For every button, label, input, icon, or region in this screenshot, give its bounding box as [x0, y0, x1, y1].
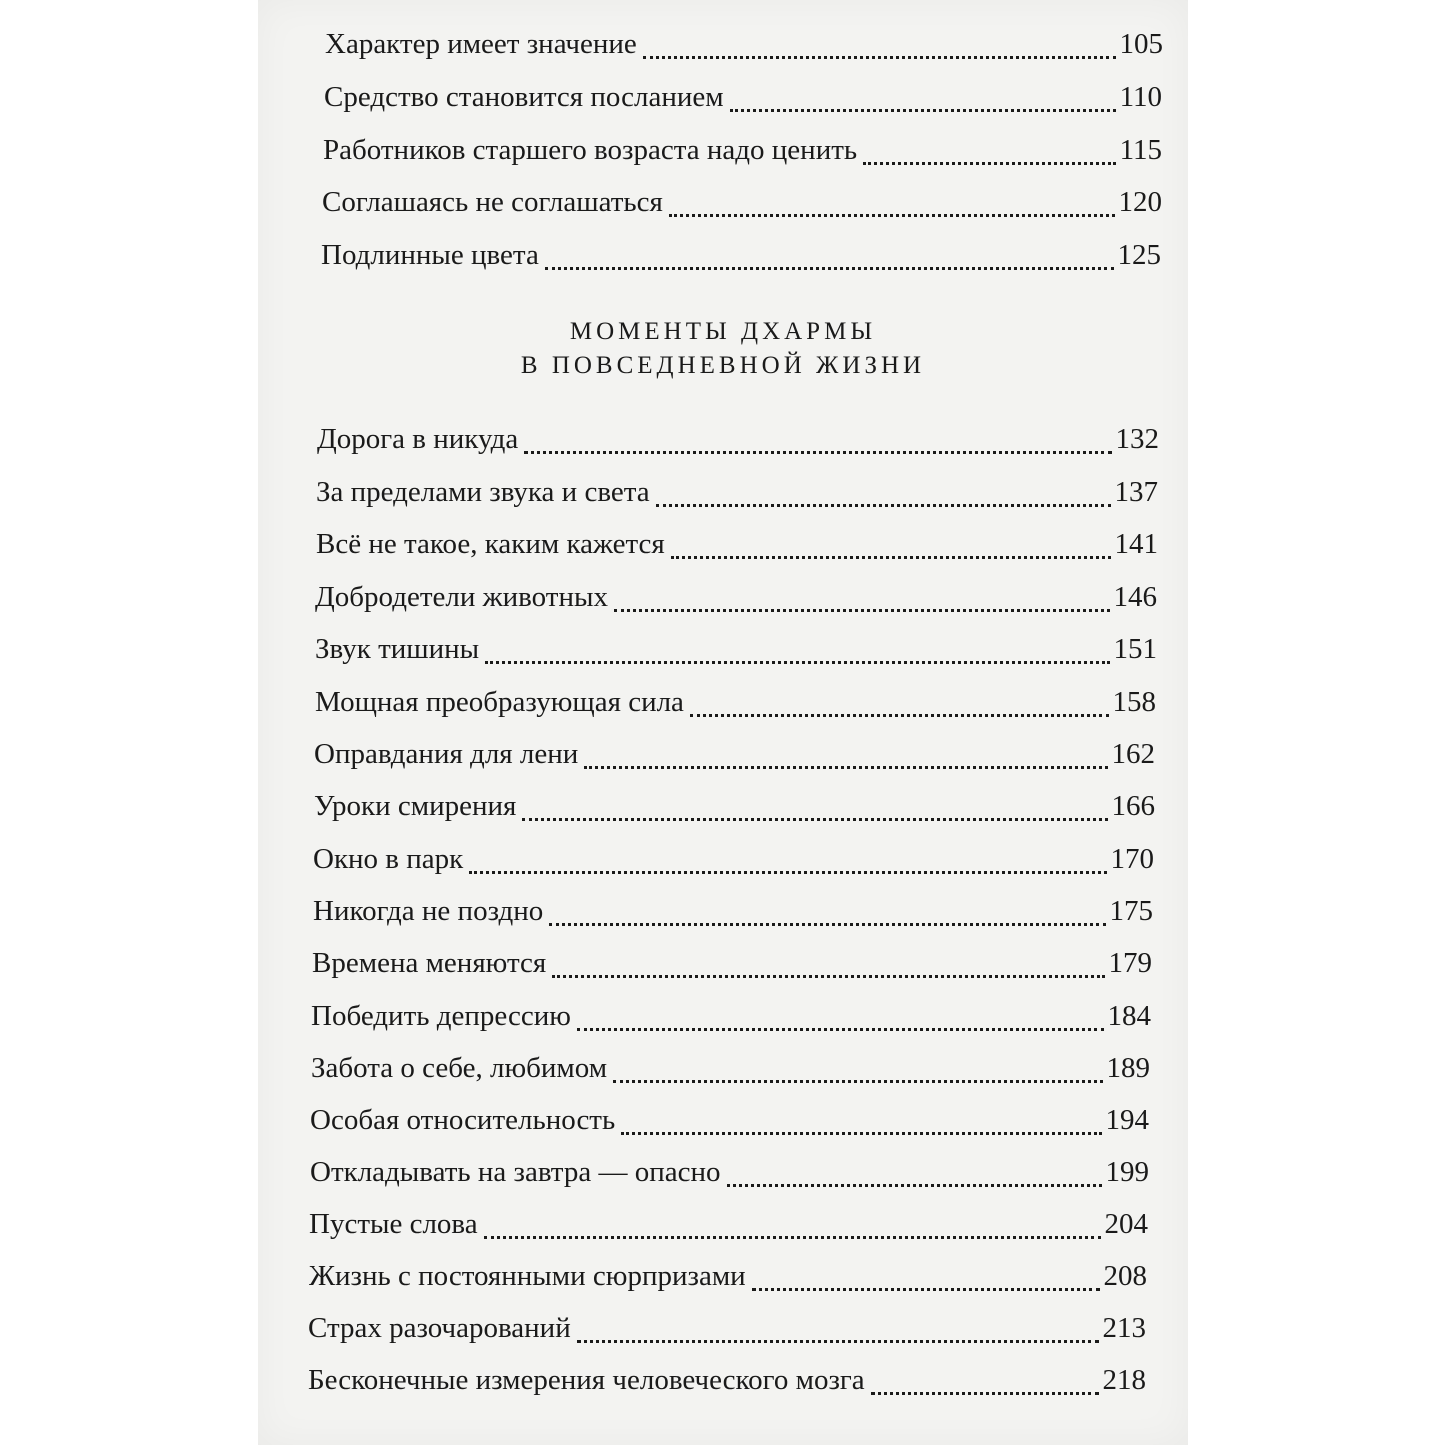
toc-entry-page: 179	[1108, 947, 1152, 979]
toc-entry-title: Работников старшего возраста надо ценить	[323, 134, 858, 166]
section-heading-line-2: В ПОВСЕДНЕВНОЙ ЖИЗНИ	[520, 352, 926, 379]
toc-entry-title: Особая относительность	[310, 1104, 616, 1136]
toc-entry	[314, 738, 1155, 778]
toc-entry-title: Бесконечные измерения человеческого мозга	[308, 1364, 865, 1396]
toc-entry	[324, 81, 1162, 121]
toc-entry	[309, 1260, 1147, 1300]
toc-entry	[316, 528, 1158, 568]
toc-entry-page: 208	[1103, 1260, 1147, 1292]
toc-entry-title: Уроки смирения	[314, 790, 517, 822]
toc-entry	[321, 239, 1161, 279]
toc-entry-page: 213	[1102, 1312, 1146, 1344]
toc-entry	[322, 186, 1162, 226]
dot-leader	[613, 1080, 1102, 1083]
dot-leader	[669, 214, 1115, 217]
dot-leader	[727, 1184, 1102, 1187]
toc-entry-title: Откладывать на завтра — опасно	[310, 1156, 721, 1188]
toc-entry	[313, 843, 1154, 883]
toc-entry	[315, 581, 1157, 621]
dot-leader	[643, 56, 1116, 59]
dot-leader	[577, 1028, 1104, 1031]
toc-entry-title: Соглашаясь не соглашаться	[322, 186, 663, 218]
dot-leader	[752, 1288, 1100, 1291]
toc-entry-title: Страх разочарований	[308, 1312, 571, 1344]
toc-entry-title: Подлинные цвета	[321, 239, 539, 271]
toc-entry-title: Забота о себе, любимом	[311, 1052, 608, 1084]
dot-leader	[671, 556, 1111, 559]
toc-entry-page: 115	[1119, 134, 1162, 166]
dot-leader	[863, 162, 1115, 165]
toc-entry-title: Средство становится посланием	[324, 81, 724, 113]
toc-entry	[313, 895, 1153, 935]
toc-entry-page: 110	[1119, 81, 1162, 113]
toc-entry-page: 175	[1109, 895, 1153, 927]
toc-entry-title: Оправдания для лени	[314, 738, 579, 770]
toc-entry	[312, 947, 1152, 987]
toc-entry-page: 146	[1113, 581, 1157, 613]
dot-leader	[545, 267, 1114, 270]
toc-entry	[317, 423, 1159, 463]
dot-leader	[614, 609, 1110, 612]
toc-entry-page: 204	[1104, 1208, 1148, 1240]
toc-entry-title: Никогда не поздно	[313, 895, 544, 927]
toc-entry-page: 199	[1105, 1156, 1149, 1188]
toc-entry-page: 151	[1113, 633, 1157, 665]
toc-entry-page: 137	[1114, 476, 1158, 508]
toc-entry	[310, 1104, 1149, 1144]
dot-leader	[584, 766, 1107, 769]
toc-entry-title: Добродетели животных	[315, 581, 608, 613]
toc-entry	[316, 476, 1158, 516]
toc-entry	[311, 1052, 1150, 1092]
toc-entry-page: 218	[1102, 1364, 1146, 1396]
section-heading-line-1: МОМЕНТЫ ДХАРМЫ	[569, 318, 877, 345]
toc-entry-title: Жизнь с постоянными сюрпризами	[309, 1260, 746, 1292]
toc-entry-title: Окно в парк	[313, 843, 464, 875]
toc-entry-page: 189	[1106, 1052, 1150, 1084]
toc-entry-page: 170	[1110, 843, 1154, 875]
dot-leader	[469, 871, 1106, 874]
toc-entry-title: Всё не такое, каким кажется	[316, 528, 665, 560]
dot-leader	[524, 451, 1111, 454]
dot-leader	[871, 1392, 1099, 1395]
dot-leader	[484, 1236, 1101, 1239]
toc-entry	[323, 134, 1162, 174]
toc-entry	[314, 790, 1155, 830]
toc-entry	[308, 1312, 1146, 1352]
toc-entry-page: 184	[1107, 1000, 1151, 1032]
toc-entry	[310, 1156, 1149, 1196]
dot-leader	[577, 1340, 1099, 1343]
dot-leader	[730, 109, 1116, 112]
toc-entry	[308, 1364, 1146, 1404]
toc-entry-title: За пределами звука и света	[316, 476, 650, 508]
dot-leader	[656, 504, 1111, 507]
toc-entry-title: Мощная преобразующая сила	[315, 686, 684, 718]
toc-entry-page: 162	[1111, 738, 1155, 770]
toc-entry-page: 120	[1118, 186, 1162, 218]
dot-leader	[522, 818, 1107, 821]
toc-entry-page: 166	[1111, 790, 1155, 822]
toc-entry	[315, 633, 1157, 673]
toc-entry	[325, 28, 1163, 68]
dot-leader	[549, 923, 1105, 926]
toc-entry-title: Пустые слова	[309, 1208, 478, 1240]
toc-entry-page: 158	[1112, 686, 1156, 718]
toc-entry	[311, 1000, 1151, 1040]
toc-entry-page: 105	[1119, 28, 1163, 60]
dot-leader	[485, 661, 1109, 664]
toc-entry-page: 132	[1115, 423, 1159, 455]
toc-entry-title: Характер имеет значение	[325, 28, 637, 60]
toc-entry-page: 125	[1117, 239, 1161, 271]
toc-entry-page: 141	[1114, 528, 1158, 560]
dot-leader	[690, 714, 1109, 717]
dot-leader	[621, 1132, 1101, 1135]
toc-entry-title: Звук тишины	[315, 633, 480, 665]
toc-entry	[315, 686, 1156, 726]
toc-entry-page: 194	[1105, 1104, 1149, 1136]
dot-leader	[552, 975, 1104, 978]
toc-entry-title: Времена меняются	[312, 947, 547, 979]
toc-entry	[309, 1208, 1148, 1248]
toc-entry-title: Победить депрессию	[311, 1000, 571, 1032]
toc-entry-title: Дорога в никуда	[317, 423, 519, 455]
